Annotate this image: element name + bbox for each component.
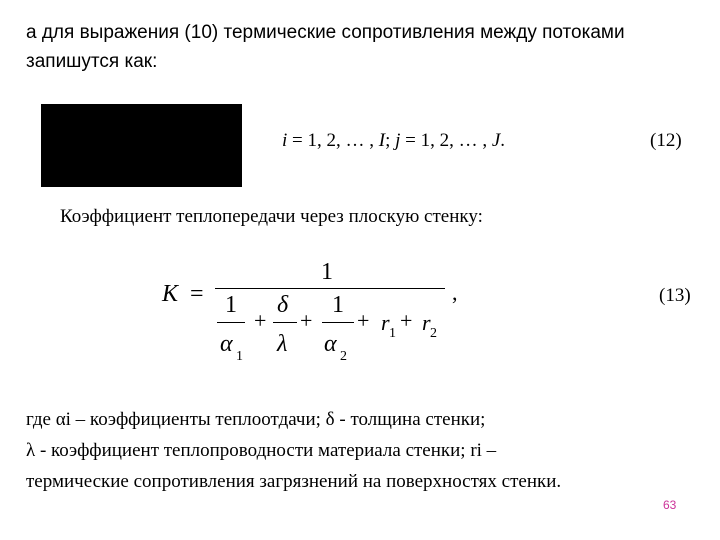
term3-denominator-subscript: 2 [340, 349, 347, 364]
definition-line: λ - коэффициент теплопроводности материала стенки; ri – [26, 440, 497, 461]
term2-denominator: λ [277, 331, 288, 357]
term1-denominator: α [220, 331, 233, 357]
term1-denominator-subscript: 1 [236, 349, 243, 364]
redacted-formula-box [41, 104, 242, 187]
plus-sign: + [300, 308, 313, 333]
definition-line: где αi – коэффициенты теплоотдачи; δ - толщина стенки; [26, 409, 486, 430]
formula-equals: = [190, 281, 204, 307]
intro-paragraph: а для выражения (10) термические сопротивления между потоками запишутся как: [26, 22, 625, 72]
section-heading: Коэффициент теплопередачи через плоскую стенку: [60, 206, 483, 227]
term1-bar [217, 322, 245, 323]
r2-subscript: 2 [430, 326, 437, 341]
term3-numerator: 1 [332, 292, 344, 318]
main-fraction-bar [215, 288, 445, 289]
term2-numerator: δ [277, 292, 289, 318]
formula-numerator: 1 [321, 259, 333, 285]
r2-symbol: r [422, 310, 431, 335]
term1-numerator: 1 [225, 292, 237, 318]
definition-line: термические сопротивления загрязнений на поверхностях стенки. [26, 471, 562, 492]
formula-trailing-comma: , [452, 280, 458, 305]
plus-sign: + [400, 308, 413, 333]
page-number: 63 [663, 498, 677, 512]
heat-transfer-formula [160, 255, 460, 375]
term3-denominator: α [324, 331, 337, 357]
r1-symbol: r [381, 310, 390, 335]
term2-bar [273, 322, 297, 323]
definitions-block [26, 404, 716, 497]
r1-subscript: 1 [389, 326, 396, 341]
equation-number-12: (12) [650, 130, 682, 151]
equation-number-13: (13) [659, 285, 691, 306]
index-ranges: i = 1, 2, … , I; j = 1, 2, … , J. [282, 130, 506, 151]
plus-sign: + [254, 308, 267, 333]
plus-sign: + [357, 308, 370, 333]
term3-bar [322, 322, 354, 323]
formula-lhs: K [162, 281, 179, 307]
